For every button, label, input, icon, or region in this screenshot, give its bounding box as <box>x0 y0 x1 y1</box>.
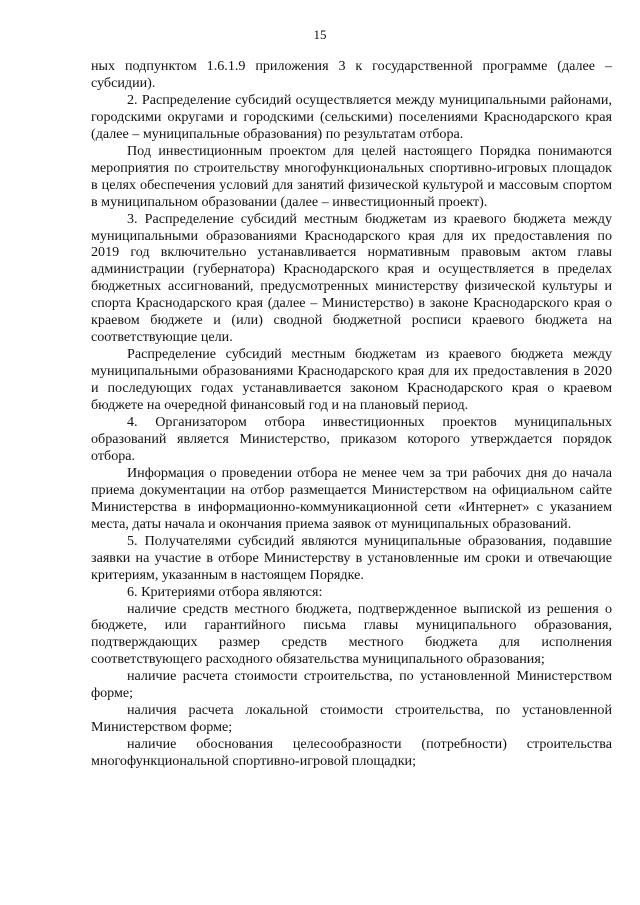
criterion-local-cost: наличия расчета локальной стоимости строительства, по установленной Министерством форме; <box>91 702 612 736</box>
criterion-justification: наличие обоснования целесообразности (потребности) строительства многофункциональной спортивно-игровой площадки; <box>91 736 612 770</box>
paragraph-item-3: 3. Распределение субсидий местным бюджетам из краевого бюджета между муниципальными образованиями Краснодарского края для их предоставления по 2019 год включительно устанавливается нормативным правовым актом главы администрации (губернатора) Краснодарского края и осуществляется в пределах бюджетных ассигнований, предусмотренных министерству физической культуры и спорта Краснодарского края (далее – Министерство) в законе Краснодарского края о краевом бюджете и (или) сводной бюджетной росписи краевого бюджета на соответствующие цели. <box>91 210 612 346</box>
paragraph-item-4: 4. Организатором отбора инвестиционных проектов муниципальных образований является Министерство, приказом которого утверждается порядок отбора. <box>91 414 612 464</box>
criterion-local-budget: наличие средств местного бюджета, подтвержденное выпиской из решения о бюджете, или гарантийного письма главы муниципального образования, подтверждающих размер средств местного бюджета для исполнения соответствующего расходного обязательства муниципального образования; <box>91 600 612 668</box>
paragraph-item-6: 6. Критериями отбора являются: <box>127 583 323 600</box>
paragraph-item-2: 2. Распределение субсидий осуществляется между муниципальными районами, городскими округами и городскими (сельскими) поселениями Краснодарского края (далее – муниципальные образования) по результатам отбора. <box>91 91 612 142</box>
paragraph-continuation: ных подпунктом 1.6.1.9 приложения 3 к государственной программе (далее – субсидии). <box>91 58 612 91</box>
document-body <box>91 58 612 770</box>
criterion-construction-cost: наличие расчета стоимости строительства, по установленной Министерством форме; <box>91 668 612 702</box>
paragraph-item-5: 5. Получателями субсидий являются муниципальные образования, подавшие заявки на участие в отборе Министерству в установленные им сроки и отвечающие критериям, указанным в настоящем Порядке. <box>91 532 612 583</box>
page-number: 15 <box>313 27 327 42</box>
paragraph-selection-info: Информация о проведении отбора не менее чем за три рабочих дня до начала приема документации на отбор размещается Министерством на официальном сайте Министерства в информационно-коммуникационной сети «Интернет» с указанием места, даты начала и окончания приема заявок от муниципальных образований. <box>91 464 612 532</box>
paragraph-distribution-2020: Распределение субсидий местным бюджетам из краевого бюджета между муниципальными образованиями Краснодарского края для их предоставления в 2020 и последующих годах устанавливается законом Краснодарского края о краевом бюджете на очередной финансовый год и на плановый период. <box>91 346 612 414</box>
paragraph-investment-project-definition: Под инвестиционным проектом для целей настоящего Порядка понимаются мероприятия по строительству многофункциональных спортивно-игровых площадок в целях обеспечения условий для занятий физической культурой и массовым спортом в муниципальном образовании (далее – инвестиционный проект). <box>91 142 612 210</box>
